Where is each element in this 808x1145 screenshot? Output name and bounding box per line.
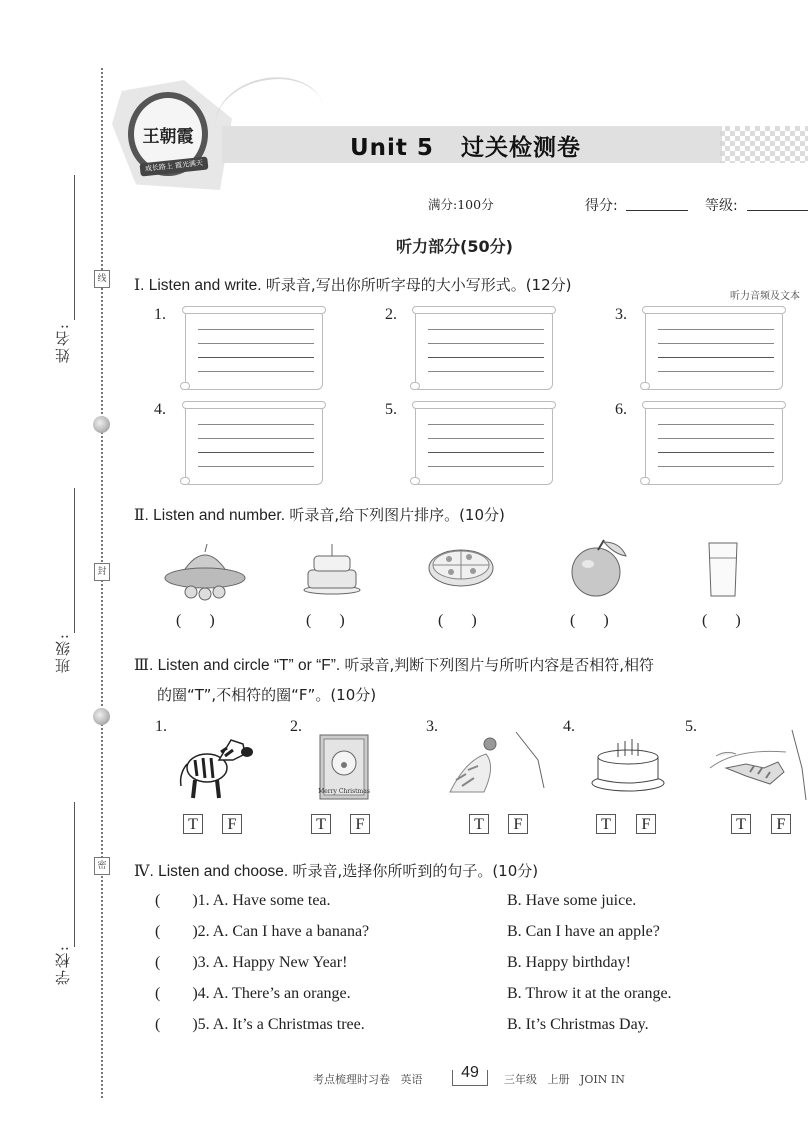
birthday-cake-icon <box>302 540 362 595</box>
answer-blank[interactable]: ( ) <box>438 612 477 629</box>
item-number: 5. <box>385 401 397 418</box>
false-box[interactable]: F <box>508 814 528 834</box>
section-3-heading-line2: 的圈“T”,不相符的圈“F”。(10分) <box>157 686 377 704</box>
score-label: 得分: <box>585 198 618 214</box>
binding-dotted-line <box>101 68 103 1098</box>
tiger-throwing-icon <box>446 730 546 796</box>
true-box[interactable]: T <box>596 814 616 834</box>
full-marks: 满分:100分 <box>428 197 494 212</box>
glass-icon <box>706 540 740 600</box>
choice-option-b: B. Have some juice. <box>507 892 637 909</box>
zebra-icon <box>175 730 257 804</box>
score-field[interactable] <box>626 197 688 211</box>
item-number: 2. <box>290 718 302 735</box>
tiger-falling-icon <box>706 728 808 802</box>
true-box[interactable]: T <box>183 814 203 834</box>
seal-mark: 线 <box>94 270 110 288</box>
class-field-line[interactable] <box>74 488 75 633</box>
section-3-heading: Ⅲ. Listen and circle “T” or “F”. 听录音,判断下列图片与所听内容是否相符,相符 <box>134 656 655 674</box>
false-box[interactable]: F <box>350 814 370 834</box>
false-box[interactable]: F <box>222 814 242 834</box>
item-number: 4. <box>563 718 575 735</box>
logo-band: 成长路上 霞光满天 <box>140 156 209 176</box>
checker-pattern <box>720 126 808 163</box>
answer-blank[interactable]: ( ) <box>306 612 345 629</box>
choice-question[interactable]: ( )1. A. Have some tea. <box>155 892 331 909</box>
item-number: 1. <box>155 718 167 735</box>
apple-icon <box>570 538 630 600</box>
binding-ring-icon <box>93 416 110 433</box>
choice-option-b: B. Throw it at the orange. <box>507 985 672 1002</box>
svg-text:Merry Christmas: Merry Christmas <box>318 788 370 795</box>
choice-question[interactable]: ( )2. A. Can I have a banana? <box>155 923 370 940</box>
true-box[interactable]: T <box>731 814 751 834</box>
writing-scroll-5[interactable] <box>415 405 553 485</box>
item-number: 3. <box>615 306 627 323</box>
choice-question[interactable]: ( )3. A. Happy New Year! <box>155 954 348 971</box>
choice-question[interactable]: ( )4. A. There’s an orange. <box>155 985 351 1002</box>
answer-blank[interactable]: ( ) <box>570 612 609 629</box>
grade-label: 等级: <box>705 198 738 214</box>
true-box[interactable]: T <box>469 814 489 834</box>
listening-part-title: 听力部分(50分) <box>396 237 513 256</box>
audio-note[interactable]: 听力音频及文本 <box>730 291 800 302</box>
school-field-line[interactable] <box>74 802 75 947</box>
item-number: 4. <box>154 401 166 418</box>
item-number: 2. <box>385 306 397 323</box>
binding-ring-icon <box>93 708 110 725</box>
page-title: Unit 5 过关检测卷 <box>350 135 581 161</box>
choice-option-b: B. Happy birthday! <box>507 954 631 971</box>
item-number: 6. <box>615 401 627 418</box>
writing-scroll-6[interactable] <box>645 405 783 485</box>
writing-scroll-2[interactable] <box>415 310 553 390</box>
writing-scroll-4[interactable] <box>185 405 323 485</box>
item-number: 5. <box>685 718 697 735</box>
christmas-card-icon <box>318 731 370 803</box>
ufo-icon <box>163 540 248 602</box>
logo-text: 王朝霞 <box>142 126 194 147</box>
section-4-heading: Ⅳ. Listen and choose. 听录音,选择你所听到的句子。(10分) <box>134 862 539 880</box>
seal-mark: 封 <box>94 563 110 581</box>
seal-mark: 密 <box>94 857 110 875</box>
footer-book-title: 考点梳理时习卷 英语 <box>313 1073 423 1086</box>
pizza-icon <box>427 543 495 589</box>
footer-grade: 三年级 上册 JOIN IN <box>504 1073 625 1086</box>
answer-blank[interactable]: ( ) <box>176 612 215 629</box>
writing-scroll-3[interactable] <box>645 310 783 390</box>
answer-blank[interactable]: ( ) <box>702 612 741 629</box>
choice-question[interactable]: ( )5. A. It’s a Christmas tree. <box>155 1016 365 1033</box>
false-box[interactable]: F <box>636 814 656 834</box>
section-2-heading: Ⅱ. Listen and number. 听录音,给下列图片排序。(10分) <box>134 506 505 524</box>
choice-option-b: B. Can I have an apple? <box>507 923 660 940</box>
item-number: 3. <box>426 718 438 735</box>
grade-field[interactable] <box>747 197 808 211</box>
item-number: 1. <box>154 306 166 323</box>
true-box[interactable]: T <box>311 814 331 834</box>
page-number: 49 <box>452 1064 488 1086</box>
name-field-line[interactable] <box>74 175 75 320</box>
birthday-cake-icon <box>590 735 666 793</box>
writing-scroll-1[interactable] <box>185 310 323 390</box>
name-label: 姓名: <box>54 322 72 364</box>
choice-option-b: B. It’s Christmas Day. <box>507 1016 649 1033</box>
class-label: 班级: <box>54 632 72 674</box>
false-box[interactable]: F <box>771 814 791 834</box>
section-1-heading: Ⅰ. Listen and write. 听录音,写出你所听字母的大小写形式。(12分) <box>134 276 572 294</box>
school-label: 学校: <box>54 944 72 986</box>
